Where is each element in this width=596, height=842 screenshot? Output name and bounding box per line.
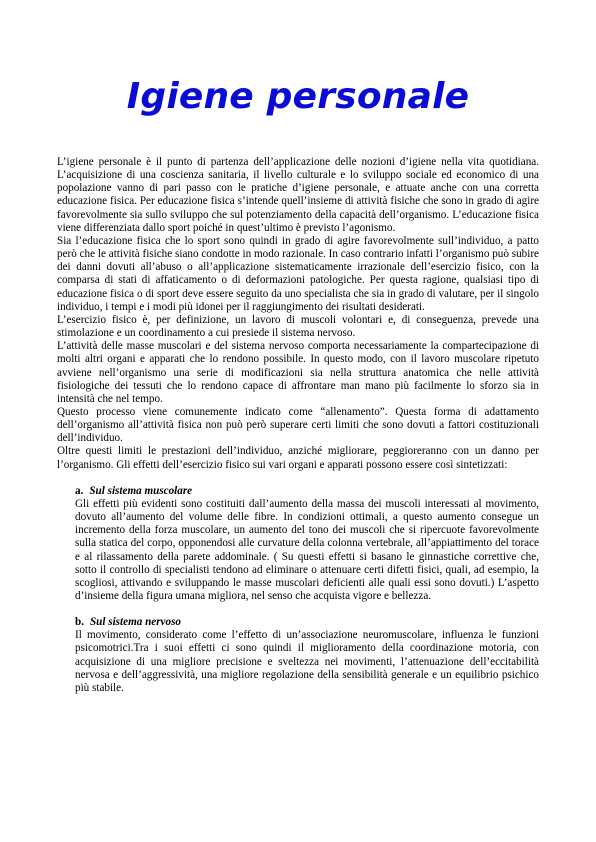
section-heading xyxy=(75,485,539,498)
document-title: Igiene personale xyxy=(126,76,470,117)
paragraph-limits: Oltre questi limiti le prestazioni dell’individuo, anziché migliorare, peggioreranno con un danno per l’organismo. Gli effetti dell’esercizio fisico sui vari organi e apparati possono essere così sintetizzati: xyxy=(57,445,539,471)
section-letter: b. xyxy=(75,616,84,629)
paragraph-sport: Sia l’educazione fisica che lo sport sono quindi in grado di agire favorevolmente sull’individuo, a patto però che le attività fisiche siano condotte in modo razionale. In caso contrario infatti l’organismo può subire dei danni dovuti all’abuso o all’applicazione sistematicamente irrazionale dell’esercizio fisico, con la comparsa di stati di affaticamento o di deformazioni patologiche. Per questa ragione, qualsiasi tipo di educazione fisica o di sport deve essere seguito da uno specialista che sia in grado di valutare, per il singolo individuo, i tempi e i modi più idonei per il raggiungimento dei risultati desiderati. xyxy=(57,234,539,313)
paragraph-muscle-nervous-activity: L’attività delle masse muscolari e del sistema nervoso comporta necessariamente la compartecipazione di molti altri organi e apparati che lo rendono possibile. In questo modo, con il lavoro muscolare ripetuto avviene nell’organismo una serie di modificazioni sia nella struttura anatomica che nelle attività fisiologiche dei tessuti che lo rendono capace di affrontare man mano più facilmente lo sforzo sia in intensità che nel tempo. xyxy=(57,340,539,405)
section-heading xyxy=(75,616,539,629)
document-body xyxy=(57,156,539,695)
paragraph-training: Questo processo viene comunemente indicato come “allenamento”. Questa forma di adattamento dell’organismo all’attività fisica non può però superare certi limiti che sono dovuti a fattori costituzionali dell’individuo. xyxy=(57,405,539,445)
section-text: Il movimento, considerato come l’effetto di un’associazione neuromuscolare, influenza le funzioni psicomotrici.Tra i suoi effetti ci sono quindi il miglioramento della coordinazione motoria, con acquisizione di una migliore precisione e sveltezza nei movimenti, l’attenuazione dell’eccitabilità nervosa e dell’aggressività, una migliore regolazione della sensibilità generale e un equilibrio psichico più stabile. xyxy=(75,629,539,694)
section-title: Sul sistema muscolare xyxy=(89,484,193,497)
section-muscular-system xyxy=(57,485,539,603)
paragraph-intro: L’igiene personale è il punto di partenza dell’applicazione delle nozioni d’igiene nella vita quotidiana. L’acquisizione di una coscienza sanitaria, il livello culturale e lo sviluppo sociale ed economico di una popolazione vanno di pari passo con le pratiche d’igiene personale, e attuate anche con una corretta educazione fisica. Per educazione fisica s’intende quell’insieme di attività fisiche che sono in grado di agire favorevolmente sia sullo sviluppo che sul potenziamento della capacità dell’organismo. L’educazione fisica viene differenziata dallo sport poiché in quest’ultimo è previsto l’agonismo. xyxy=(57,156,539,234)
paragraph-definition: L’esercizio fisico è, per definizione, un lavoro di muscoli volontari e, di conseguenza, prevede una stimolazione e un coordinamento a cui presiede il sistema nervoso. xyxy=(57,313,539,340)
section-nervous-system xyxy=(57,616,539,695)
section-text: Gli effetti più evidenti sono costituiti dall’aumento della massa dei muscoli interessati al movimento, dovuto all’aumento del volume delle fibre. In condizioni ottimali, a questo aumento consegue un incremento della forza muscolare, un aumento del tono dei muscoli che si ripercuote favorevolmente sulla statica del corpo, opponendosi alle curvature della colonna vertebrale, all’appiattimento del torace e al rilassamento della parete addominale. ( Su questi effetti si basano le ginnastiche correttive che, sotto il controllo di specialisti tendono ad eliminare o attenuare certi difetti fisici, quali, ad esempio, la scogliosi, attivando e sviluppando le masse muscolari deficienti alle quali essi sono dovuti.) L’aspetto d’insieme della figura umana migliora, nel senso che acquista vigore e bellezza. xyxy=(75,497,539,602)
section-letter: a. xyxy=(75,484,84,497)
section-title: Sul sistema nervoso xyxy=(89,616,181,629)
